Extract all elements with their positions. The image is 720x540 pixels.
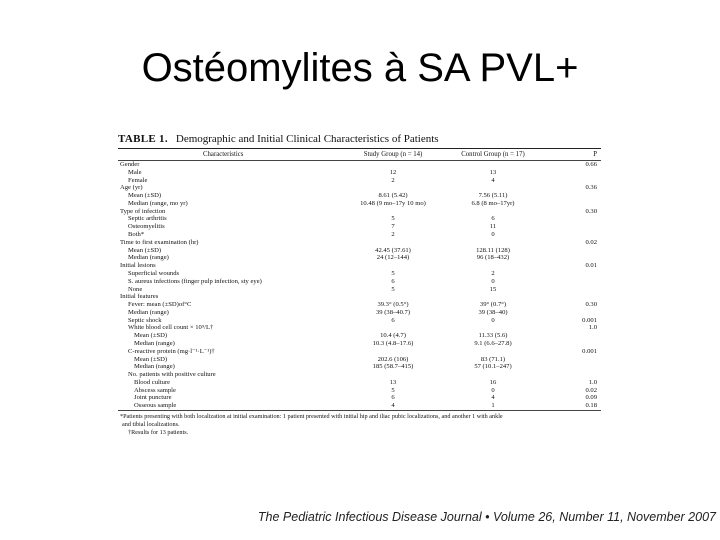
row-label: Mean (±SD) bbox=[134, 355, 168, 363]
data-table bbox=[118, 161, 601, 410]
row-label: Mean (±SD) bbox=[128, 246, 162, 254]
journal-citation: The Pediatric Infectious Disease Journal • Volume 26, Number 11, November 2007 bbox=[257, 510, 716, 524]
study-group-value bbox=[343, 239, 443, 247]
p-value: 0.36 bbox=[585, 184, 597, 192]
p-value: 1.0 bbox=[588, 324, 597, 332]
control-group-value: 39° (0.7°) bbox=[479, 301, 507, 309]
p-value bbox=[543, 371, 601, 379]
table-number: TABLE 1. bbox=[118, 133, 168, 145]
study-group-value: 12 bbox=[389, 168, 397, 176]
slide-title: Ostéomylites à SA PVL+ bbox=[141, 46, 579, 90]
control-group-value: 11 bbox=[489, 223, 497, 231]
p-value bbox=[543, 192, 601, 200]
p-value bbox=[543, 200, 601, 208]
p-value bbox=[543, 254, 601, 262]
table-row bbox=[118, 239, 601, 247]
p-value: 0.02 bbox=[585, 386, 597, 394]
study-group-value bbox=[343, 293, 443, 301]
row-label: Blood culture bbox=[134, 378, 171, 386]
p-value bbox=[543, 223, 601, 231]
row-label: Mean (±SD) bbox=[128, 192, 162, 200]
study-group-value: 10.3 (4.8–17.6) bbox=[372, 339, 414, 347]
study-group-value: 5 bbox=[391, 386, 395, 394]
control-group-value: 1 bbox=[491, 402, 495, 410]
table-row bbox=[118, 356, 601, 364]
control-group-value bbox=[443, 262, 543, 270]
row-label: Fever: mean (±SD)of°C bbox=[128, 301, 192, 309]
control-group-value: 96 (18–432) bbox=[476, 254, 510, 262]
row-label: Median (range) bbox=[134, 339, 175, 347]
study-group-value: 4 bbox=[391, 402, 395, 410]
study-group-value bbox=[343, 348, 443, 356]
table-image bbox=[118, 130, 601, 485]
study-group-value bbox=[343, 161, 443, 169]
header-characteristics: Characteristics bbox=[203, 151, 244, 158]
study-group-value bbox=[343, 324, 443, 332]
control-group-value: 128.11 (128) bbox=[476, 246, 510, 254]
control-group-value bbox=[443, 161, 543, 169]
table-bottom-rule bbox=[118, 410, 601, 411]
row-label: Osseous sample bbox=[134, 402, 177, 410]
study-group-value: 24 (12–144) bbox=[376, 254, 410, 262]
p-value bbox=[543, 278, 601, 286]
study-group-value: 2 bbox=[391, 176, 395, 184]
control-group-value: 0 bbox=[491, 277, 495, 285]
p-value: 0.01 bbox=[585, 262, 597, 270]
p-value: 0.001 bbox=[582, 347, 597, 355]
table-row bbox=[118, 402, 601, 410]
header-control-group: Control Group (n = 17) bbox=[461, 151, 525, 158]
row-label: Female bbox=[128, 176, 148, 184]
row-label: Median (range, mo yr) bbox=[128, 199, 188, 207]
row-label: Initial features bbox=[120, 293, 159, 301]
footnote: *Patients presenting with both localization at initial examination: 1 patient presented with initial hip and iliac pubic localizations, and another 1 with ankle bbox=[120, 413, 503, 420]
p-value bbox=[543, 231, 601, 239]
row-label: No. patients with positive culture bbox=[128, 371, 216, 379]
table-row bbox=[118, 247, 601, 255]
row-label: Septic arthritis bbox=[128, 215, 167, 223]
row-label: Joint puncture bbox=[134, 394, 172, 402]
table-row bbox=[118, 340, 601, 348]
row-label: Type of infection bbox=[120, 207, 166, 215]
control-group-value bbox=[443, 371, 543, 379]
row-label: White blood cell count × 10⁹/L† bbox=[128, 324, 214, 332]
study-group-value: 5 bbox=[391, 285, 395, 293]
p-value bbox=[543, 177, 601, 185]
study-group-value: 39 (38–40.7) bbox=[375, 308, 411, 316]
study-group-value: 10.48 (9 mo–17y 10 mo) bbox=[360, 199, 426, 207]
study-group-value: 8.61 (5.42) bbox=[378, 192, 408, 200]
p-value: 1.0 bbox=[588, 378, 597, 386]
study-group-value: 39.3° (0.5°) bbox=[377, 301, 409, 309]
study-group-value: 5 bbox=[391, 269, 395, 277]
p-value bbox=[543, 270, 601, 278]
footnote: and tibial localizations. bbox=[122, 421, 180, 428]
row-label: Abscess sample bbox=[134, 386, 176, 394]
control-group-value: 0 bbox=[491, 316, 495, 324]
study-group-value: 5 bbox=[391, 215, 395, 223]
study-group-value bbox=[343, 262, 443, 270]
table-row bbox=[118, 270, 601, 278]
control-group-value: 2 bbox=[491, 269, 495, 277]
control-group-value bbox=[443, 208, 543, 216]
control-group-value: 83 (71.1) bbox=[480, 355, 506, 363]
footnote: †Results for 13 patients. bbox=[128, 429, 189, 436]
table-row bbox=[118, 286, 601, 294]
table-row bbox=[118, 192, 601, 200]
row-label: Median (range) bbox=[128, 254, 169, 262]
row-label: Both* bbox=[128, 231, 145, 239]
row-label: Age (yr) bbox=[120, 184, 143, 192]
table-row bbox=[118, 169, 601, 177]
row-label: Gender bbox=[120, 161, 140, 168]
control-group-value: 6 bbox=[491, 215, 495, 223]
table-row bbox=[118, 324, 601, 332]
control-group-value: 16 bbox=[489, 378, 497, 386]
study-group-value: 202.6 (106) bbox=[377, 355, 409, 363]
p-value bbox=[543, 286, 601, 294]
control-group-value: 11.33 (5.6) bbox=[478, 332, 508, 340]
table-header-row bbox=[118, 149, 601, 160]
control-group-value: 0 bbox=[491, 386, 495, 394]
row-label: Median (range) bbox=[128, 308, 169, 316]
control-group-value bbox=[443, 184, 543, 192]
p-value bbox=[543, 363, 601, 371]
study-group-value: 185 (58.7–415) bbox=[372, 363, 414, 371]
row-label: C-reactive protein (mg·l⁻¹·L⁻¹)† bbox=[128, 347, 215, 355]
study-group-value: 6 bbox=[391, 277, 395, 285]
control-group-value: 13 bbox=[489, 168, 497, 176]
table-row bbox=[118, 223, 601, 231]
control-group-value: 7.56 (5.11) bbox=[478, 192, 508, 200]
control-group-value: 6.8 (8 mo–17yr) bbox=[471, 199, 515, 207]
row-label: Osteomyelitis bbox=[128, 223, 165, 231]
table-caption bbox=[118, 130, 601, 148]
p-value bbox=[543, 332, 601, 340]
p-value bbox=[543, 309, 601, 317]
p-value: 0.001 bbox=[582, 316, 597, 324]
p-value: 0.30 bbox=[585, 207, 597, 215]
header-study-group: Study Group (n = 14) bbox=[363, 151, 423, 158]
p-value bbox=[543, 293, 601, 301]
p-value bbox=[543, 215, 601, 223]
study-group-value: 6 bbox=[391, 316, 395, 324]
p-value bbox=[543, 169, 601, 177]
study-group-value: 13 bbox=[389, 378, 397, 386]
table-row bbox=[118, 215, 601, 223]
row-label: Median (range) bbox=[134, 363, 175, 371]
row-label: Initial lesions bbox=[120, 262, 156, 270]
row-label: S. aureus infections (finger pulp infection, sty eye) bbox=[128, 277, 262, 285]
table-row bbox=[118, 278, 601, 286]
table-row bbox=[118, 394, 601, 402]
row-label: Male bbox=[128, 168, 142, 176]
table-row bbox=[118, 293, 601, 301]
control-group-value: 4 bbox=[491, 394, 495, 402]
table-row bbox=[118, 371, 601, 379]
control-group-value: 57 (10.1–247) bbox=[474, 363, 512, 371]
row-label: None bbox=[128, 285, 143, 293]
table-row bbox=[118, 309, 601, 317]
table-caption-text: Demographic and Initial Clinical Characteristics of Patients bbox=[175, 133, 439, 145]
table-row bbox=[118, 387, 601, 395]
study-group-value: 6 bbox=[391, 394, 395, 402]
control-group-value: 0 bbox=[491, 231, 495, 239]
study-group-value: 42.45 (37.61) bbox=[375, 246, 411, 254]
table-row bbox=[118, 200, 601, 208]
control-group-value: 9.1 (6.6–27.8) bbox=[474, 339, 512, 347]
table-row bbox=[118, 161, 601, 169]
control-group-value bbox=[443, 324, 543, 332]
p-value: 0.18 bbox=[585, 402, 597, 410]
p-value: 0.66 bbox=[585, 161, 597, 168]
study-group-value bbox=[343, 184, 443, 192]
row-label: Superficial wounds bbox=[128, 269, 180, 277]
table-row bbox=[118, 332, 601, 340]
header-p: P bbox=[593, 151, 597, 158]
study-group-value: 7 bbox=[391, 223, 395, 231]
table-row bbox=[118, 317, 601, 325]
table-row bbox=[118, 184, 601, 192]
table-row bbox=[118, 379, 601, 387]
table-row bbox=[118, 208, 601, 216]
study-group-value: 10.4 (4.7) bbox=[380, 332, 406, 340]
table-row bbox=[118, 177, 601, 185]
control-group-value bbox=[443, 293, 543, 301]
study-group-value: 2 bbox=[391, 231, 395, 239]
table-row bbox=[118, 231, 601, 239]
table-row bbox=[118, 254, 601, 262]
p-value: 0.02 bbox=[585, 238, 597, 246]
table-row bbox=[118, 348, 601, 356]
table-row bbox=[118, 262, 601, 270]
table-row bbox=[118, 301, 601, 309]
control-group-value: 15 bbox=[489, 285, 497, 293]
p-value: 0.09 bbox=[585, 394, 597, 402]
table-row bbox=[118, 363, 601, 371]
control-group-value bbox=[443, 239, 543, 247]
row-label: Septic shock bbox=[128, 316, 162, 324]
control-group-value: 39 (38–40) bbox=[478, 308, 508, 316]
p-value bbox=[543, 247, 601, 255]
control-group-value bbox=[443, 348, 543, 356]
control-group-value: 4 bbox=[491, 176, 495, 184]
p-value bbox=[543, 356, 601, 364]
p-value bbox=[543, 340, 601, 348]
study-group-value bbox=[343, 371, 443, 379]
p-value: 0.30 bbox=[585, 301, 597, 309]
row-label: Mean (±SD) bbox=[134, 332, 168, 340]
table-footnotes bbox=[118, 413, 601, 437]
row-label: Time to first examination (hr) bbox=[120, 238, 199, 246]
study-group-value bbox=[343, 208, 443, 216]
